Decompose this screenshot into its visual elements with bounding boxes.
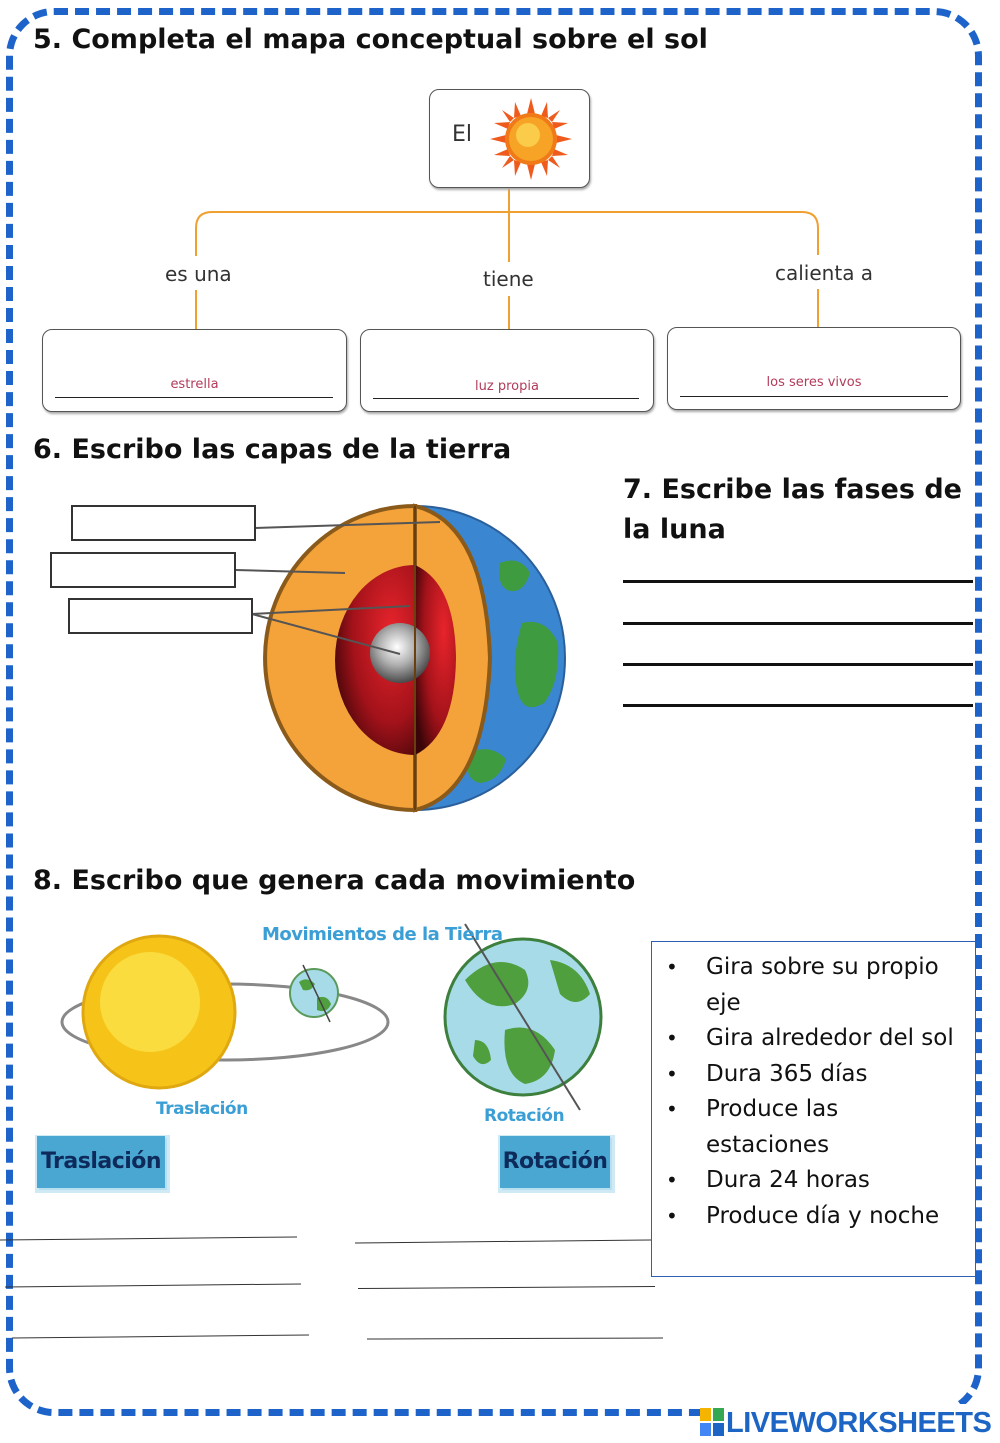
layer-pointer-lines: [0, 0, 600, 700]
movement-options-box: [651, 941, 976, 1277]
branch-label-2: tiene: [483, 267, 534, 291]
moon-phase-line-4[interactable]: [623, 704, 973, 707]
answer-text-2: luz propia: [475, 379, 539, 394]
answer-box-3[interactable]: [667, 327, 961, 410]
rotacion-caption: Rotación: [484, 1106, 565, 1126]
option-item[interactable]: • Produce día y noche: [706, 1199, 961, 1235]
answer-text-1: estrella: [170, 377, 219, 392]
footer-brand: [700, 1404, 998, 1442]
branch-label-3: calienta a: [775, 261, 874, 285]
option-item[interactable]: • Gira sobre su propio eje: [706, 950, 961, 1021]
option-item[interactable]: • Produce las estaciones: [706, 1092, 961, 1163]
section-5-title: 5. Completa el mapa conceptual sobre el sol: [33, 20, 714, 60]
liveworksheets-logo-icon: [700, 1408, 724, 1436]
answer-text-3: los seres vivos: [766, 375, 862, 390]
moon-phase-line-1[interactable]: [623, 580, 973, 583]
section-8-title: 8. Escribo que genera cada movimiento: [33, 865, 636, 896]
section-6-title: 6. Escribo las capas de la tierra: [33, 434, 512, 465]
rotacion-label: Rotación: [500, 1136, 610, 1188]
branch-label-1: es una: [165, 262, 232, 286]
root-word: El: [452, 122, 473, 147]
moon-phase-line-3[interactable]: [623, 663, 973, 666]
traslacion-label: Traslación: [37, 1136, 165, 1188]
layer-input-2[interactable]: [50, 552, 236, 588]
footer-brand-text: LIVEWORKSHEETS: [726, 1407, 992, 1439]
moon-phase-line-2[interactable]: [623, 622, 973, 625]
layer-input-1[interactable]: [71, 505, 256, 541]
diagram-title: Movimientos de la Tierra: [262, 924, 503, 945]
layer-input-3[interactable]: [68, 598, 253, 634]
option-item[interactable]: • Dura 24 horas: [706, 1163, 961, 1199]
option-item[interactable]: • Gira alrededor del sol: [706, 1021, 961, 1057]
option-item[interactable]: • Dura 365 días: [706, 1057, 961, 1093]
section-7-title: 7. Escribe las fases de la luna: [623, 474, 962, 545]
traslacion-caption: Traslación: [156, 1099, 248, 1119]
